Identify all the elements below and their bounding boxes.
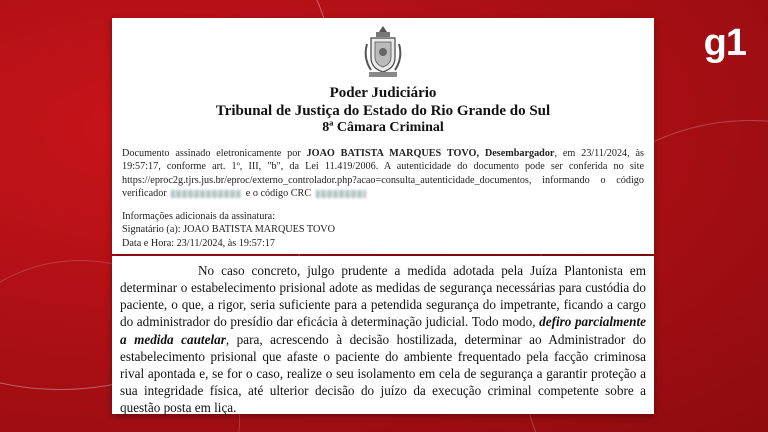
redacted-crc-code (316, 190, 366, 198)
court-title: Tribunal de Justiça do Estado do Rio Grande do Sul (215, 103, 551, 119)
info-title: Informações adicionais da assinatura: (122, 210, 276, 222)
decision-text-part2: , para, acrescendo à decisão hostilizada, determinar ao Administrador do estabelecimento prisional que afaste o paciente do ambiente frequentado pela facção criminosa rival apontada e, se for o caso, realize o seu isolamento em cela de segurança a garantir proteção a sua integridade física, até ulterior decisão do juízo da execução criminal competente sobre a questão posta em liça. (120, 331, 646, 416)
decision-excerpt-panel (112, 256, 654, 414)
crc-connector: e o código CRC (245, 188, 312, 200)
decision-emphasis: defiro parcialmente a medida cautelar (120, 314, 646, 347)
signer-name: JOAO BATISTA MARQUES TOVO, Desembargador (306, 147, 555, 159)
signature-text-after: , em 23/11/2024, às 19:57:17, conforme art. 1º, III, "b", da Lei 11.419/2006. A autenticidade do documento pode ser conferida no site https://eproc2g.tjrs.jus.br/eproc/externo_controlador.php?acao=consulta_autenticidade_documentos, informando o código verificador (122, 147, 644, 200)
decision-text-part1: No caso concreto, julgo prudente a medida adotada pela Juíza Plantonista em determinar o estabelecimento prisional adote as medidas de segurança necessárias para custódia do paciente, o que, a rigor, seria suficiente para a petendida segurança do impetrante, ficando a cargo do administrador do presídio dar eficácia à determinação judicial. Todo modo, (120, 263, 646, 330)
info-signatory: Signatário (a): JOAO BATISTA MARQUES TOVO (122, 224, 336, 236)
signature-statement (122, 147, 644, 201)
info-datetime: Data e Hora: 23/11/2024, às 19:57:17 (122, 237, 275, 249)
g1-logo: g1 (703, 22, 746, 64)
additional-signature-info (122, 210, 644, 250)
signature-text-before: Documento assinado eletronicamente por (122, 147, 307, 159)
decision-paragraph (120, 262, 646, 416)
redacted-verifier-code (171, 190, 241, 198)
document-header-panel (112, 18, 654, 254)
chamber-title: 8ª Câmara Criminal (322, 120, 444, 135)
judiciary-title: Poder Judiciário (329, 85, 437, 101)
coat-of-arms-icon (361, 24, 405, 80)
